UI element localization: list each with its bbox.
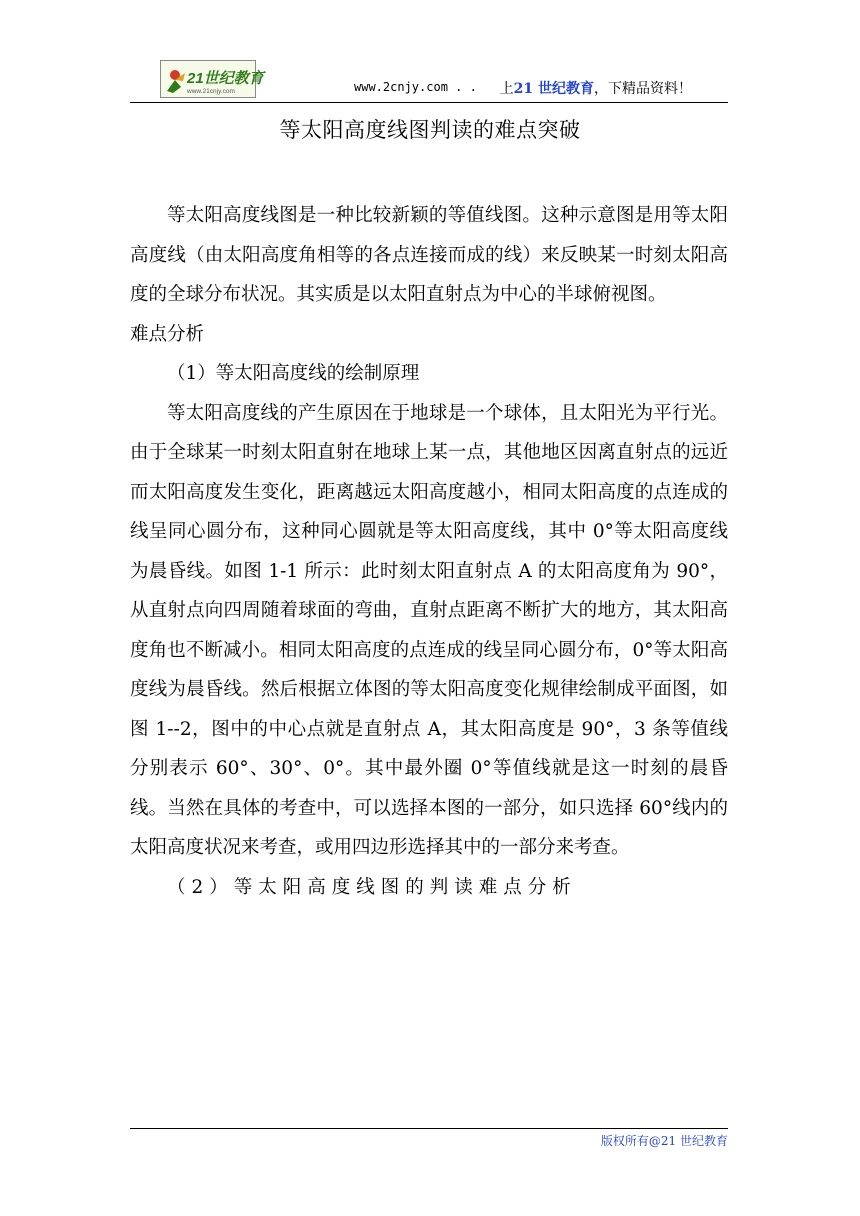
intro-paragraph: 等太阳高度线图是一种比较新颖的等值线图。这种示意图是用等太阳高度线（由太阳高度角相等的各点连接而成的线）来反映某一时刻太阳高度的全球分布状况。其实质是以太阳直射点为中心的半球俯视图。 <box>130 205 728 305</box>
site-logo[interactable] <box>160 60 264 98</box>
subsection-1-heading: （1）等太阳高度线的绘制原理 <box>167 363 420 384</box>
section-heading: 难点分析 <box>130 323 205 345</box>
logo-subtext: www.21cnjy.com <box>187 88 235 95</box>
logo-graphic <box>161 61 264 97</box>
header-url[interactable]: www.2cnjy.com . . <box>354 80 477 94</box>
slogan-brand: 21 世纪教育 <box>513 81 594 97</box>
slogan-prefix: 上 <box>499 81 514 97</box>
header-slogan <box>500 78 692 98</box>
logo-text: 21世纪教育 <box>187 70 264 87</box>
subsection-2-heading: （2）等太阳高度线图的判读难点分析 <box>167 876 577 898</box>
page-header <box>130 58 728 103</box>
footer-divider <box>130 1128 728 1129</box>
slogan-suffix: ，下精品资料！ <box>594 81 692 97</box>
document-body <box>130 196 728 907</box>
subsection-1-paragraph: 等太阳高度线的产生原因在于地球是一个球体，且太阳光为平行光。由于全球某一时刻太阳直射在地球上某一点，其他地区因离直射点的远近而太阳高度发生变化，距离越远太阳高度越小，相同太阳高度的点连成的线呈同心圆分布，这种同心圆就是等太阳高度线，其中 0°等太阳高度线为晨昏线。如图 1-1 所示：此时刻太阳直射点 A 的太阳高度角为 90°，从直射点向四周随着球面的弯曲，直射点距离不断扩大的地方，其太阳高度角也不断减小。相同太阳高度的点连成的线呈同心圆分布，0°等太阳高度线为晨昏线。然后根据立体图的等太阳高度变化规律绘制成平面图，如图 1--2，图中的中心点就是直射点 A，其太阳高度是 90°，3 条等值线分别表示 60°、30°、0°。其中最外圈 0°等值线就是这一时刻的晨昏线。当然在具体的考查中，可以选择本图的一部分，如只选择 60°线内的太阳高度状况来考查，或用四边形选择其中的一部分来考查。 <box>130 402 728 858</box>
footer-copyright: 版权所有@21 世纪教育 <box>600 1134 728 1148</box>
document-title: 等太阳高度线图判读的难点突破 <box>279 118 581 142</box>
